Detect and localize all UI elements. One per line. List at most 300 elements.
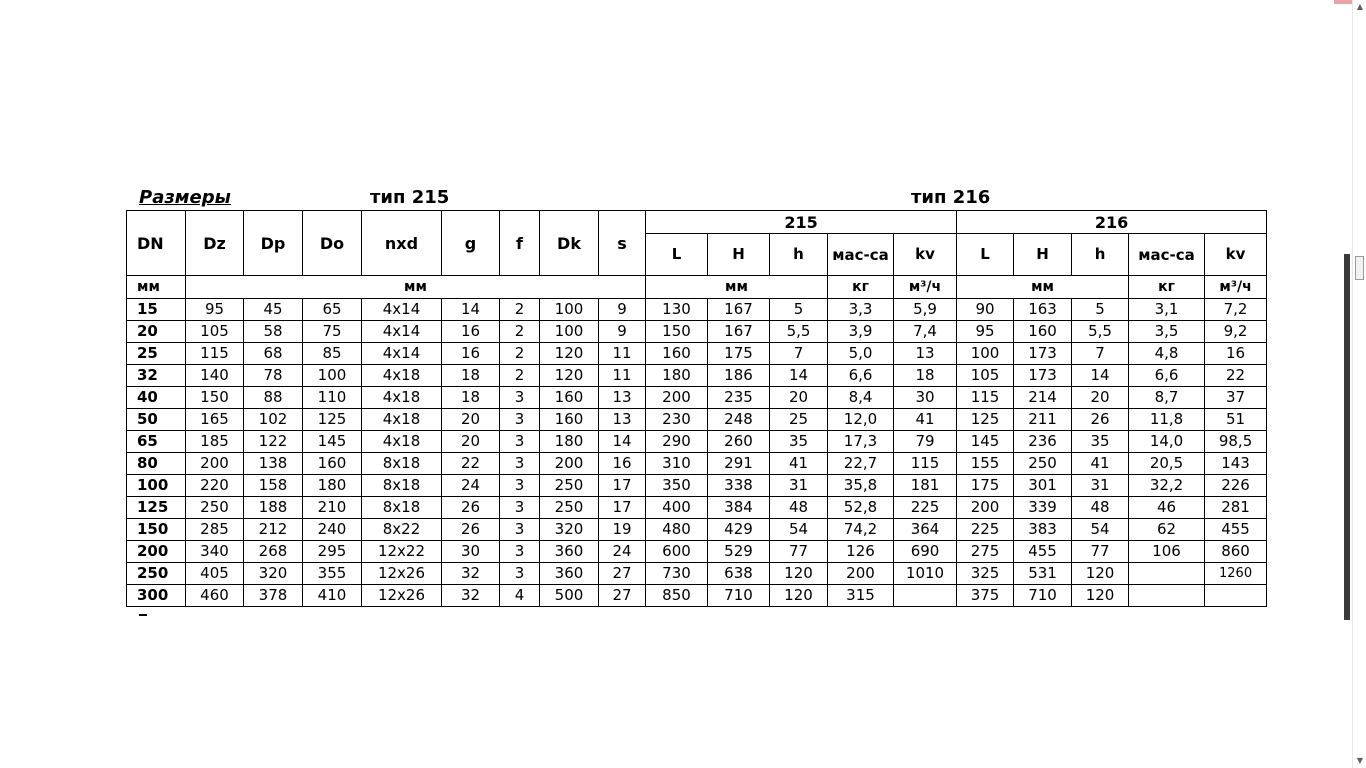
table-cell: 32 xyxy=(442,563,500,585)
table-cell: 383 xyxy=(1014,519,1072,541)
table-cell: 51 xyxy=(1205,409,1267,431)
table-cell: 285 xyxy=(186,519,244,541)
table-cell: 160 xyxy=(540,387,599,409)
table-cell: 150 xyxy=(646,321,708,343)
table-cell: 9 xyxy=(599,321,646,343)
table-cell: 90 xyxy=(957,299,1014,321)
table-cell: 88 xyxy=(244,387,303,409)
table-cell: 54 xyxy=(1072,519,1129,541)
table-cell: 160 xyxy=(540,409,599,431)
table-row xyxy=(127,475,1267,497)
table-cell xyxy=(1129,585,1205,607)
header-g: g xyxy=(442,211,500,276)
table-cell: 35 xyxy=(770,431,828,453)
table-cell: 11,8 xyxy=(1129,409,1205,431)
dn-cell: 32 xyxy=(127,365,186,387)
table-cell: 480 xyxy=(646,519,708,541)
table-cell: 211 xyxy=(1014,409,1072,431)
table-cell: 125 xyxy=(957,409,1014,431)
table-cell: 20 xyxy=(1072,387,1129,409)
table-cell: 16 xyxy=(442,343,500,365)
table-cell: 167 xyxy=(708,299,770,321)
table-cell: 212 xyxy=(244,519,303,541)
scrollbar-thumb[interactable] xyxy=(1355,256,1364,280)
table-cell: 125 xyxy=(303,409,362,431)
header-216-kv: kv xyxy=(1205,234,1267,276)
table-cell: 175 xyxy=(957,475,1014,497)
header-do: Do xyxy=(303,211,362,276)
table-cell: 30 xyxy=(442,541,500,563)
table-cell: 3,9 xyxy=(828,321,894,343)
type-216-caption: тип 216 xyxy=(911,187,991,208)
table-cell: 260 xyxy=(708,431,770,453)
table-cell: 230 xyxy=(646,409,708,431)
table-cell: 320 xyxy=(540,519,599,541)
table-cell: 8,7 xyxy=(1129,387,1205,409)
table-cell: 455 xyxy=(1014,541,1072,563)
table-cell: 120 xyxy=(540,365,599,387)
table-cell: 14,0 xyxy=(1129,431,1205,453)
header-216-mass: мас-са xyxy=(1129,234,1205,276)
table-row xyxy=(127,299,1267,321)
table-cell: 4x14 xyxy=(362,343,442,365)
table-cell: 11 xyxy=(599,343,646,365)
table-cell: 8x18 xyxy=(362,475,442,497)
table-cell: 167 xyxy=(708,321,770,343)
header-group-216: 216 xyxy=(957,211,1267,234)
table-cell: 143 xyxy=(1205,453,1267,475)
scroll-down-icon[interactable]: ▼ xyxy=(1356,756,1364,765)
table-cell: 163 xyxy=(1014,299,1072,321)
table-cell: 400 xyxy=(646,497,708,519)
table-cell: 22 xyxy=(1205,365,1267,387)
table-cell: 35 xyxy=(1072,431,1129,453)
table-cell: 52,8 xyxy=(828,497,894,519)
table-cell: 32 xyxy=(442,585,500,607)
table-cell: 145 xyxy=(957,431,1014,453)
vertical-scrollbar[interactable] xyxy=(1352,0,1366,768)
table-cell: 68 xyxy=(244,343,303,365)
table-cell: 186 xyxy=(708,365,770,387)
table-cell: 12x22 xyxy=(362,541,442,563)
table-cell: 250 xyxy=(540,497,599,519)
table-cell: 301 xyxy=(1014,475,1072,497)
table-cell: 120 xyxy=(1072,563,1129,585)
table-row xyxy=(127,409,1267,431)
table-cell: 4x18 xyxy=(362,387,442,409)
table-cell: 95 xyxy=(186,299,244,321)
table-cell: 79 xyxy=(894,431,957,453)
table-cell: 54 xyxy=(770,519,828,541)
dimensions-table xyxy=(126,210,1267,607)
table-cell: 375 xyxy=(957,585,1014,607)
table-cell: 338 xyxy=(708,475,770,497)
table-cell: 11 xyxy=(599,365,646,387)
table-cell: 710 xyxy=(708,585,770,607)
table-cell: 4,8 xyxy=(1129,343,1205,365)
table-cell: 9,2 xyxy=(1205,321,1267,343)
table-row xyxy=(127,365,1267,387)
header-dn: DN xyxy=(127,211,186,276)
table-cell: 850 xyxy=(646,585,708,607)
header-216-l: L xyxy=(957,234,1014,276)
table-cell: 360 xyxy=(540,541,599,563)
table-cell: 3 xyxy=(500,409,540,431)
table-cell: 160 xyxy=(646,343,708,365)
table-cell: 18 xyxy=(442,387,500,409)
table-cell: 140 xyxy=(186,365,244,387)
table-cell: 105 xyxy=(957,365,1014,387)
unit-dn: мм xyxy=(127,276,186,299)
table-cell: 20,5 xyxy=(1129,453,1205,475)
table-cell: 214 xyxy=(1014,387,1072,409)
table-cell: 165 xyxy=(186,409,244,431)
dn-cell: 20 xyxy=(127,321,186,343)
table-cell: 315 xyxy=(828,585,894,607)
table-cell: 9 xyxy=(599,299,646,321)
table-cell: 3 xyxy=(500,453,540,475)
header-216-h-lower: h xyxy=(1072,234,1129,276)
table-cell: 3 xyxy=(500,475,540,497)
table-cell: 200 xyxy=(957,497,1014,519)
table-cell: 24 xyxy=(599,541,646,563)
dn-cell: 125 xyxy=(127,497,186,519)
table-row xyxy=(127,343,1267,365)
unit-216-mass: кг xyxy=(1129,276,1205,299)
table-cell: 455 xyxy=(1205,519,1267,541)
section-title: Размеры xyxy=(139,187,231,208)
table-cell: 200 xyxy=(646,387,708,409)
table-cell: 14 xyxy=(442,299,500,321)
table-cell: 48 xyxy=(770,497,828,519)
table-cell: 14 xyxy=(770,365,828,387)
table-cell: 126 xyxy=(828,541,894,563)
table-cell: 339 xyxy=(1014,497,1072,519)
table-cell: 22,7 xyxy=(828,453,894,475)
table-cell: 20 xyxy=(770,387,828,409)
table-cell: 340 xyxy=(186,541,244,563)
header-216-h-upper: H xyxy=(1014,234,1072,276)
table-cell: 7,2 xyxy=(1205,299,1267,321)
table-cell: 3,3 xyxy=(828,299,894,321)
table-cell: 3 xyxy=(500,563,540,585)
table-cell: 160 xyxy=(1014,321,1072,343)
table-cell: 138 xyxy=(244,453,303,475)
table-cell: 3 xyxy=(500,519,540,541)
table-row xyxy=(127,585,1267,607)
header-s: s xyxy=(599,211,646,276)
header-215-mass: мас-са xyxy=(828,234,894,276)
table-cell: 6,6 xyxy=(828,365,894,387)
table-cell: 690 xyxy=(894,541,957,563)
table-cell: 160 xyxy=(303,453,362,475)
dn-cell: 65 xyxy=(127,431,186,453)
table-row xyxy=(127,497,1267,519)
table-cell: 14 xyxy=(1072,365,1129,387)
unit-216-dims: мм xyxy=(957,276,1129,299)
table-cell: 4 xyxy=(500,585,540,607)
table-cell: 106 xyxy=(1129,541,1205,563)
table-cell: 180 xyxy=(303,475,362,497)
table-cell: 220 xyxy=(186,475,244,497)
table-cell xyxy=(1205,585,1267,607)
table-cell: 5,5 xyxy=(1072,321,1129,343)
table-cell: 150 xyxy=(186,387,244,409)
table-cell: 710 xyxy=(1014,585,1072,607)
table-cell: 100 xyxy=(957,343,1014,365)
table-cell: 4x14 xyxy=(362,321,442,343)
table-cell: 105 xyxy=(186,321,244,343)
table-cell: 95 xyxy=(957,321,1014,343)
table-cell: 429 xyxy=(708,519,770,541)
table-cell: 7 xyxy=(1072,343,1129,365)
table-cell: 3,1 xyxy=(1129,299,1205,321)
table-cell: 27 xyxy=(599,585,646,607)
table-cell: 355 xyxy=(303,563,362,585)
table-cell: 120 xyxy=(770,585,828,607)
table-cell: 531 xyxy=(1014,563,1072,585)
table-cell: 13 xyxy=(599,387,646,409)
table-cell: 7 xyxy=(770,343,828,365)
table-row xyxy=(127,541,1267,563)
dn-cell: 80 xyxy=(127,453,186,475)
table-cell: 17 xyxy=(599,497,646,519)
table-row xyxy=(127,519,1267,541)
table-cell: 360 xyxy=(540,563,599,585)
table-cell: 275 xyxy=(957,541,1014,563)
table-cell: 130 xyxy=(646,299,708,321)
table-cell: 6,6 xyxy=(1129,365,1205,387)
table-cell: 77 xyxy=(1072,541,1129,563)
dn-cell: 150 xyxy=(127,519,186,541)
table-row xyxy=(127,431,1267,453)
table-cell: 2 xyxy=(500,343,540,365)
table-cell: 98,5 xyxy=(1205,431,1267,453)
table-cell: 41 xyxy=(1072,453,1129,475)
table-cell: 173 xyxy=(1014,365,1072,387)
table-cell: 13 xyxy=(894,343,957,365)
type-215-caption: тип 215 xyxy=(370,187,450,208)
table-cell: 638 xyxy=(708,563,770,585)
table-cell: 3 xyxy=(500,497,540,519)
table-cell: 268 xyxy=(244,541,303,563)
table-cell: 7,4 xyxy=(894,321,957,343)
table-cell: 250 xyxy=(186,497,244,519)
unit-215-kv: м³/ч xyxy=(894,276,957,299)
table-cell: 378 xyxy=(244,585,303,607)
table-cell: 20 xyxy=(442,431,500,453)
table-cell: 46 xyxy=(1129,497,1205,519)
table-cell: 181 xyxy=(894,475,957,497)
table-cell: 8x22 xyxy=(362,519,442,541)
table-cell: 74,2 xyxy=(828,519,894,541)
window-edge-shadow xyxy=(1344,254,1350,620)
table-cell: 12x26 xyxy=(362,585,442,607)
table-cell: 173 xyxy=(1014,343,1072,365)
table-cell: 16 xyxy=(442,321,500,343)
dn-cell: 40 xyxy=(127,387,186,409)
clipped-text-fragment xyxy=(139,612,147,616)
table-cell: 250 xyxy=(1014,453,1072,475)
table-cell: 188 xyxy=(244,497,303,519)
table-cell: 12x26 xyxy=(362,563,442,585)
header-group-215: 215 xyxy=(646,211,957,234)
table-cell: 145 xyxy=(303,431,362,453)
table-cell: 65 xyxy=(303,299,362,321)
table-cell: 12,0 xyxy=(828,409,894,431)
table-cell: 26 xyxy=(442,519,500,541)
table-cell: 41 xyxy=(770,453,828,475)
table-cell: 2 xyxy=(500,365,540,387)
table-cell: 58 xyxy=(244,321,303,343)
table-cell: 20 xyxy=(442,409,500,431)
table-cell: 26 xyxy=(442,497,500,519)
table-cell: 200 xyxy=(828,563,894,585)
table-cell: 4x18 xyxy=(362,365,442,387)
table-cell: 16 xyxy=(599,453,646,475)
table-cell: 115 xyxy=(957,387,1014,409)
table-cell: 120 xyxy=(540,343,599,365)
dn-cell: 200 xyxy=(127,541,186,563)
dn-cell: 15 xyxy=(127,299,186,321)
table-row xyxy=(127,453,1267,475)
table-cell: 1010 xyxy=(894,563,957,585)
table-cell: 85 xyxy=(303,343,362,365)
table-cell: 2 xyxy=(500,299,540,321)
table-cell: 1260 xyxy=(1205,563,1267,585)
table-cell: 77 xyxy=(770,541,828,563)
table-cell: 30 xyxy=(894,387,957,409)
table-cell: 45 xyxy=(244,299,303,321)
table-cell: 240 xyxy=(303,519,362,541)
header-row-groups xyxy=(127,211,1267,234)
table-cell: 3 xyxy=(500,387,540,409)
table-cell: 120 xyxy=(1072,585,1129,607)
table-cell: 225 xyxy=(894,497,957,519)
table-cell: 235 xyxy=(708,387,770,409)
table-cell xyxy=(1129,563,1205,585)
table-cell: 200 xyxy=(186,453,244,475)
table-cell: 460 xyxy=(186,585,244,607)
table-cell: 248 xyxy=(708,409,770,431)
table-cell: 3,5 xyxy=(1129,321,1205,343)
units-row xyxy=(127,276,1267,299)
table-cell: 48 xyxy=(1072,497,1129,519)
header-dz: Dz xyxy=(186,211,244,276)
table-cell: 384 xyxy=(708,497,770,519)
table-cell: 78 xyxy=(244,365,303,387)
header-dk: Dk xyxy=(540,211,599,276)
header-215-h-upper: H xyxy=(708,234,770,276)
table-row xyxy=(127,321,1267,343)
table-cell: 5 xyxy=(770,299,828,321)
table-row xyxy=(127,387,1267,409)
table-cell: 8x18 xyxy=(362,453,442,475)
table-cell: 115 xyxy=(894,453,957,475)
header-215-l: L xyxy=(646,234,708,276)
table-cell: 13 xyxy=(599,409,646,431)
table-cell: 500 xyxy=(540,585,599,607)
table-cell: 860 xyxy=(1205,541,1267,563)
dn-cell: 50 xyxy=(127,409,186,431)
table-cell: 250 xyxy=(540,475,599,497)
table-cell: 3 xyxy=(500,541,540,563)
table-cell: 27 xyxy=(599,563,646,585)
unit-216-kv: м³/ч xyxy=(1205,276,1267,299)
header-nxd: nxd xyxy=(362,211,442,276)
table-cell: 291 xyxy=(708,453,770,475)
table-cell: 100 xyxy=(303,365,362,387)
table-cell: 290 xyxy=(646,431,708,453)
table-cell: 155 xyxy=(957,453,1014,475)
table-cell: 281 xyxy=(1205,497,1267,519)
unit-215-mass: кг xyxy=(828,276,894,299)
table-cell: 405 xyxy=(186,563,244,585)
table-cell: 75 xyxy=(303,321,362,343)
unit-common: мм xyxy=(186,276,646,299)
table-cell: 5,9 xyxy=(894,299,957,321)
table-cell: 110 xyxy=(303,387,362,409)
table-cell: 100 xyxy=(540,299,599,321)
table-cell: 4x18 xyxy=(362,409,442,431)
unit-215-dims: мм xyxy=(646,276,828,299)
table-cell: 4x14 xyxy=(362,299,442,321)
table-cell: 226 xyxy=(1205,475,1267,497)
table-cell: 175 xyxy=(708,343,770,365)
table-cell: 17 xyxy=(599,475,646,497)
table-cell: 8x18 xyxy=(362,497,442,519)
table-cell: 295 xyxy=(303,541,362,563)
table-cell: 16 xyxy=(1205,343,1267,365)
scroll-up-icon[interactable]: ▲ xyxy=(1356,2,1364,11)
table-cell: 180 xyxy=(646,365,708,387)
table-cell: 24 xyxy=(442,475,500,497)
table-cell: 410 xyxy=(303,585,362,607)
table-cell: 310 xyxy=(646,453,708,475)
table-cell: 17,3 xyxy=(828,431,894,453)
table-cell: 350 xyxy=(646,475,708,497)
table-cell: 19 xyxy=(599,519,646,541)
table-cell: 100 xyxy=(540,321,599,343)
table-cell: 26 xyxy=(1072,409,1129,431)
table-cell: 325 xyxy=(957,563,1014,585)
dn-cell: 25 xyxy=(127,343,186,365)
table-cell: 31 xyxy=(1072,475,1129,497)
dn-cell: 250 xyxy=(127,563,186,585)
table-cell: 18 xyxy=(894,365,957,387)
table-cell: 180 xyxy=(540,431,599,453)
table-cell: 529 xyxy=(708,541,770,563)
table-row xyxy=(127,563,1267,585)
table-cell: 210 xyxy=(303,497,362,519)
table-cell: 600 xyxy=(646,541,708,563)
table-cell: 730 xyxy=(646,563,708,585)
table-cell: 102 xyxy=(244,409,303,431)
table-cell: 122 xyxy=(244,431,303,453)
table-cell: 35,8 xyxy=(828,475,894,497)
table-cell: 22 xyxy=(442,453,500,475)
table-cell: 8,4 xyxy=(828,387,894,409)
table-cell: 31 xyxy=(770,475,828,497)
dn-cell: 300 xyxy=(127,585,186,607)
table-cell: 62 xyxy=(1129,519,1205,541)
table-cell: 115 xyxy=(186,343,244,365)
table-cell: 18 xyxy=(442,365,500,387)
table-cell: 120 xyxy=(770,563,828,585)
table-cell: 236 xyxy=(1014,431,1072,453)
table-cell: 3 xyxy=(500,431,540,453)
table-cell xyxy=(894,585,957,607)
